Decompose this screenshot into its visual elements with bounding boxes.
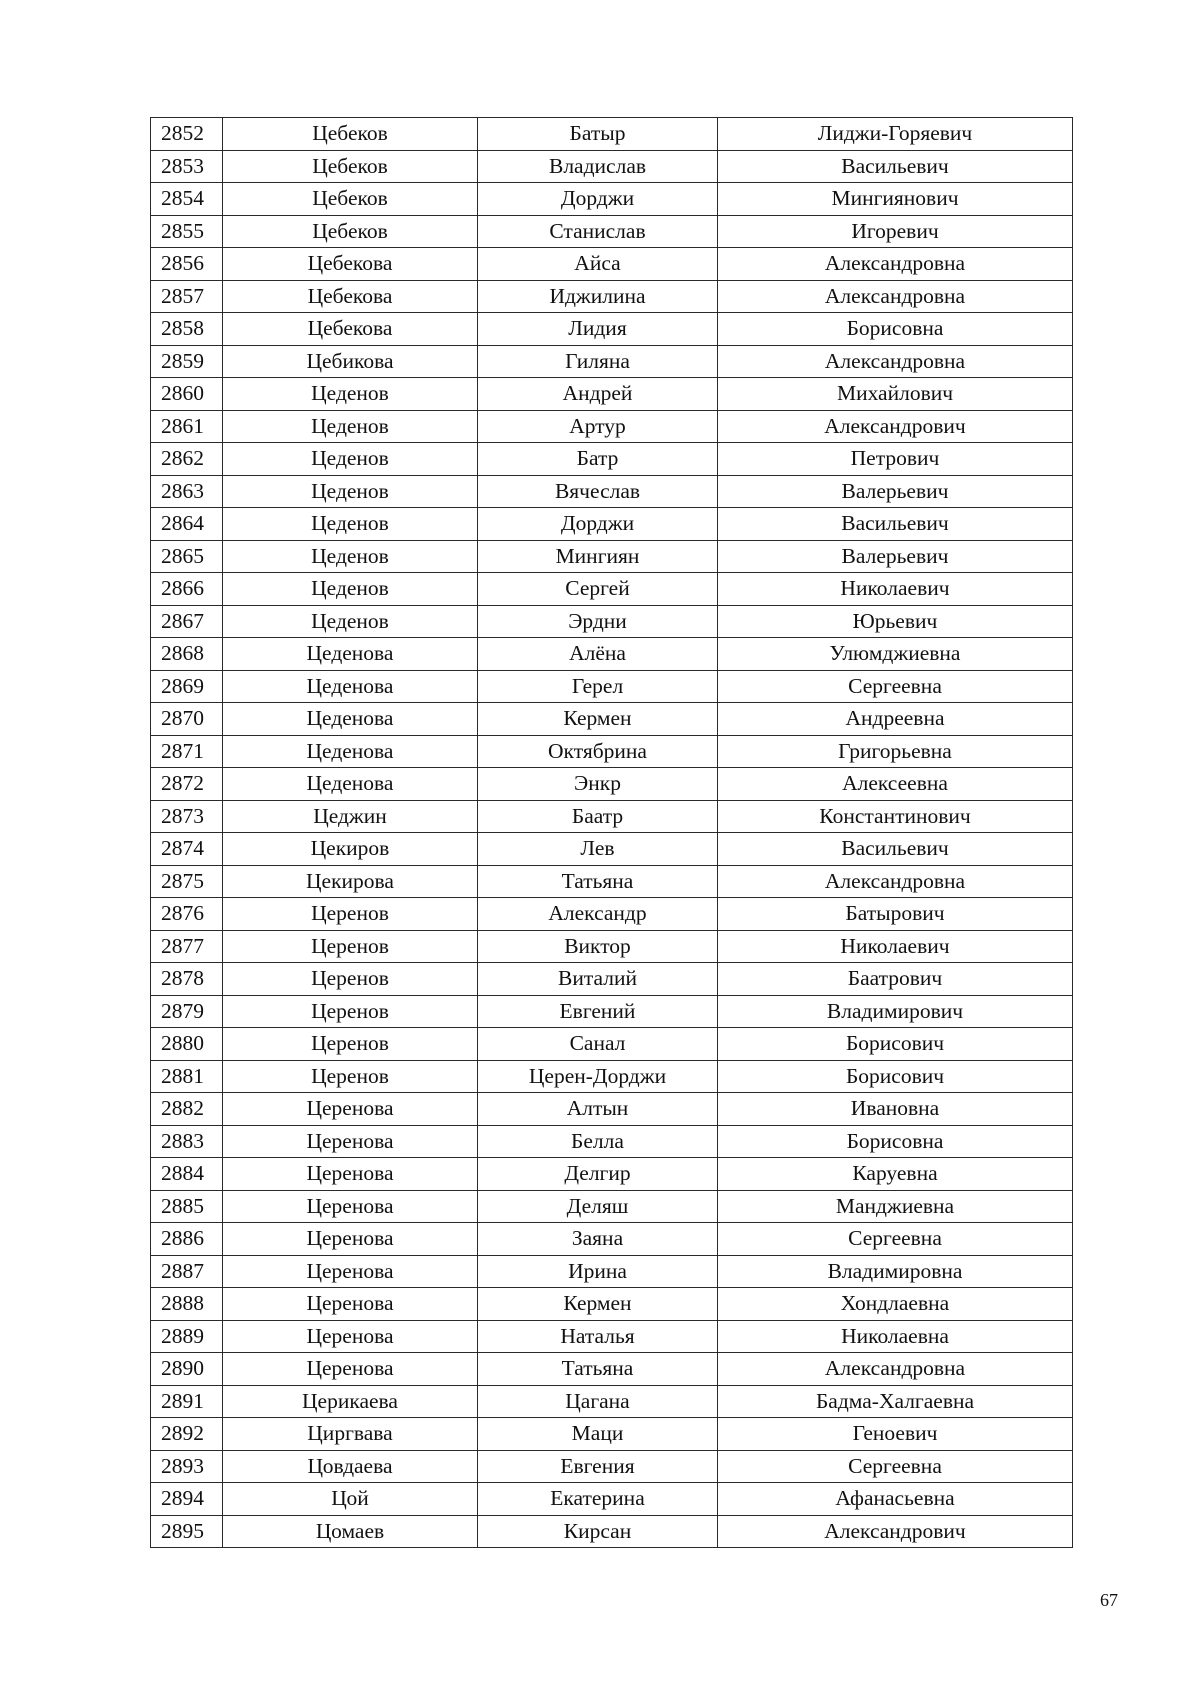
table-row — [151, 670, 1073, 703]
table-row — [151, 1223, 1073, 1256]
row-number-cell: 2859 — [151, 345, 223, 378]
patronymic-cell: Борисовна — [718, 313, 1073, 346]
patronymic-cell: Владимировна — [718, 1255, 1073, 1288]
first-name-cell: Батыр — [478, 118, 718, 151]
first-name-cell: Екатерина — [478, 1483, 718, 1516]
first-name-cell: Алтын — [478, 1093, 718, 1126]
row-number-cell: 2862 — [151, 443, 223, 476]
patronymic-cell: Юрьевич — [718, 605, 1073, 638]
table-row — [151, 280, 1073, 313]
last-name-cell: Цеденова — [223, 638, 478, 671]
table-row — [151, 345, 1073, 378]
patronymic-cell: Васильевич — [718, 150, 1073, 183]
table-row — [151, 833, 1073, 866]
table-row — [151, 248, 1073, 281]
last-name-cell: Цеденов — [223, 475, 478, 508]
patronymic-cell: Валерьевич — [718, 540, 1073, 573]
row-number-cell: 2856 — [151, 248, 223, 281]
patronymic-cell: Александровна — [718, 248, 1073, 281]
first-name-cell: Гиляна — [478, 345, 718, 378]
row-number-cell: 2881 — [151, 1060, 223, 1093]
first-name-cell: Андрей — [478, 378, 718, 411]
table-row — [151, 1158, 1073, 1191]
first-name-cell: Белла — [478, 1125, 718, 1158]
patronymic-cell: Александрович — [718, 410, 1073, 443]
patronymic-cell: Манджиевна — [718, 1190, 1073, 1223]
first-name-cell: Энкр — [478, 768, 718, 801]
last-name-cell: Церенова — [223, 1223, 478, 1256]
table-row — [151, 1093, 1073, 1126]
first-name-cell: Цагана — [478, 1385, 718, 1418]
row-number-cell: 2868 — [151, 638, 223, 671]
first-name-cell: Артур — [478, 410, 718, 443]
first-name-cell: Виктор — [478, 930, 718, 963]
patronymic-cell: Константинович — [718, 800, 1073, 833]
table-row — [151, 118, 1073, 151]
patronymic-cell: Александровна — [718, 1353, 1073, 1386]
table-row — [151, 638, 1073, 671]
last-name-cell: Цеденов — [223, 443, 478, 476]
last-name-cell: Цеденова — [223, 703, 478, 736]
table-row — [151, 963, 1073, 996]
row-number-cell: 2882 — [151, 1093, 223, 1126]
row-number-cell: 2893 — [151, 1450, 223, 1483]
row-number-cell: 2852 — [151, 118, 223, 151]
last-name-cell: Церенов — [223, 898, 478, 931]
row-number-cell: 2873 — [151, 800, 223, 833]
last-name-cell: Цекирова — [223, 865, 478, 898]
last-name-cell: Циргвава — [223, 1418, 478, 1451]
first-name-cell: Дорджи — [478, 183, 718, 216]
table-row — [151, 1288, 1073, 1321]
table-row — [151, 898, 1073, 931]
first-name-cell: Церен-Дорджи — [478, 1060, 718, 1093]
row-number-cell: 2863 — [151, 475, 223, 508]
row-number-cell: 2892 — [151, 1418, 223, 1451]
first-name-cell: Баатр — [478, 800, 718, 833]
first-name-cell: Делгир — [478, 1158, 718, 1191]
first-name-cell: Айса — [478, 248, 718, 281]
last-name-cell: Цебеков — [223, 150, 478, 183]
row-number-cell: 2888 — [151, 1288, 223, 1321]
patronymic-cell: Ивановна — [718, 1093, 1073, 1126]
table-row — [151, 1483, 1073, 1516]
row-number-cell: 2894 — [151, 1483, 223, 1516]
first-name-cell: Наталья — [478, 1320, 718, 1353]
table-row — [151, 1320, 1073, 1353]
last-name-cell: Церенова — [223, 1125, 478, 1158]
names-table — [150, 117, 1073, 1548]
row-number-cell: 2890 — [151, 1353, 223, 1386]
row-number-cell: 2880 — [151, 1028, 223, 1061]
last-name-cell: Цебикова — [223, 345, 478, 378]
table-row — [151, 865, 1073, 898]
last-name-cell: Церенова — [223, 1190, 478, 1223]
patronymic-cell: Николаевич — [718, 573, 1073, 606]
names-table-body — [151, 118, 1073, 1548]
patronymic-cell: Владимирович — [718, 995, 1073, 1028]
patronymic-cell: Петрович — [718, 443, 1073, 476]
row-number-cell: 2895 — [151, 1515, 223, 1548]
table-row — [151, 1028, 1073, 1061]
patronymic-cell: Валерьевич — [718, 475, 1073, 508]
row-number-cell: 2869 — [151, 670, 223, 703]
last-name-cell: Цеденов — [223, 605, 478, 638]
row-number-cell: 2872 — [151, 768, 223, 801]
page-number: 67 — [1100, 1590, 1118, 1610]
patronymic-cell: Геноевич — [718, 1418, 1073, 1451]
patronymic-cell: Бадма-Халгаевна — [718, 1385, 1073, 1418]
patronymic-cell: Борисович — [718, 1060, 1073, 1093]
row-number-cell: 2864 — [151, 508, 223, 541]
row-number-cell: 2886 — [151, 1223, 223, 1256]
first-name-cell: Эрдни — [478, 605, 718, 638]
patronymic-cell: Батырович — [718, 898, 1073, 931]
row-number-cell: 2878 — [151, 963, 223, 996]
table-row — [151, 410, 1073, 443]
table-row — [151, 475, 1073, 508]
first-name-cell: Герел — [478, 670, 718, 703]
table-row — [151, 1450, 1073, 1483]
patronymic-cell: Борисовна — [718, 1125, 1073, 1158]
row-number-cell: 2853 — [151, 150, 223, 183]
patronymic-cell: Афанасьевна — [718, 1483, 1073, 1516]
first-name-cell: Иджилина — [478, 280, 718, 313]
table-row — [151, 1418, 1073, 1451]
patronymic-cell: Андреевна — [718, 703, 1073, 736]
row-number-cell: 2870 — [151, 703, 223, 736]
patronymic-cell: Игоревич — [718, 215, 1073, 248]
row-number-cell: 2891 — [151, 1385, 223, 1418]
table-row — [151, 443, 1073, 476]
first-name-cell: Станислав — [478, 215, 718, 248]
patronymic-cell: Сергеевна — [718, 670, 1073, 703]
table-row — [151, 768, 1073, 801]
first-name-cell: Батр — [478, 443, 718, 476]
last-name-cell: Церенова — [223, 1255, 478, 1288]
table-row — [151, 703, 1073, 736]
first-name-cell: Ирина — [478, 1255, 718, 1288]
patronymic-cell: Васильевич — [718, 833, 1073, 866]
last-name-cell: Цеденова — [223, 768, 478, 801]
table-row — [151, 1125, 1073, 1158]
row-number-cell: 2871 — [151, 735, 223, 768]
table-row — [151, 508, 1073, 541]
first-name-cell: Татьяна — [478, 865, 718, 898]
row-number-cell: 2887 — [151, 1255, 223, 1288]
last-name-cell: Церенов — [223, 1060, 478, 1093]
first-name-cell: Деляш — [478, 1190, 718, 1223]
table-row — [151, 1385, 1073, 1418]
last-name-cell: Цебеков — [223, 118, 478, 151]
first-name-cell: Кермен — [478, 703, 718, 736]
first-name-cell: Заяна — [478, 1223, 718, 1256]
first-name-cell: Кирсан — [478, 1515, 718, 1548]
first-name-cell: Лидия — [478, 313, 718, 346]
first-name-cell: Санал — [478, 1028, 718, 1061]
last-name-cell: Церенова — [223, 1158, 478, 1191]
table-row — [151, 1060, 1073, 1093]
last-name-cell: Церикаева — [223, 1385, 478, 1418]
patronymic-cell: Борисович — [718, 1028, 1073, 1061]
table-row — [151, 1190, 1073, 1223]
first-name-cell: Алёна — [478, 638, 718, 671]
patronymic-cell: Николаевна — [718, 1320, 1073, 1353]
patronymic-cell: Александрович — [718, 1515, 1073, 1548]
row-number-cell: 2875 — [151, 865, 223, 898]
row-number-cell: 2876 — [151, 898, 223, 931]
first-name-cell: Татьяна — [478, 1353, 718, 1386]
table-row — [151, 540, 1073, 573]
patronymic-cell: Николаевич — [718, 930, 1073, 963]
patronymic-cell: Васильевич — [718, 508, 1073, 541]
row-number-cell: 2874 — [151, 833, 223, 866]
patronymic-cell: Баатрович — [718, 963, 1073, 996]
table-row — [151, 183, 1073, 216]
row-number-cell: 2860 — [151, 378, 223, 411]
last-name-cell: Церенова — [223, 1353, 478, 1386]
patronymic-cell: Лиджи-Горяевич — [718, 118, 1073, 151]
patronymic-cell: Хондлаевна — [718, 1288, 1073, 1321]
table-row — [151, 1255, 1073, 1288]
last-name-cell: Цеденов — [223, 508, 478, 541]
row-number-cell: 2867 — [151, 605, 223, 638]
last-name-cell: Цеденов — [223, 573, 478, 606]
last-name-cell: Церенова — [223, 1320, 478, 1353]
last-name-cell: Цебеков — [223, 215, 478, 248]
patronymic-cell: Александровна — [718, 345, 1073, 378]
first-name-cell: Мингиян — [478, 540, 718, 573]
last-name-cell: Церенов — [223, 995, 478, 1028]
patronymic-cell: Александровна — [718, 865, 1073, 898]
first-name-cell: Лев — [478, 833, 718, 866]
last-name-cell: Цебекова — [223, 248, 478, 281]
last-name-cell: Цомаев — [223, 1515, 478, 1548]
row-number-cell: 2883 — [151, 1125, 223, 1158]
table-row — [151, 735, 1073, 768]
last-name-cell: Церенов — [223, 930, 478, 963]
table-row — [151, 313, 1073, 346]
first-name-cell: Александр — [478, 898, 718, 931]
table-row — [151, 378, 1073, 411]
first-name-cell: Владислав — [478, 150, 718, 183]
patronymic-cell: Каруевна — [718, 1158, 1073, 1191]
last-name-cell: Цебекова — [223, 280, 478, 313]
row-number-cell: 2877 — [151, 930, 223, 963]
first-name-cell: Кермен — [478, 1288, 718, 1321]
last-name-cell: Церенова — [223, 1288, 478, 1321]
last-name-cell: Церенов — [223, 1028, 478, 1061]
table-row — [151, 800, 1073, 833]
table-row — [151, 150, 1073, 183]
row-number-cell: 2857 — [151, 280, 223, 313]
last-name-cell: Церенова — [223, 1093, 478, 1126]
patronymic-cell: Григорьевна — [718, 735, 1073, 768]
row-number-cell: 2889 — [151, 1320, 223, 1353]
patronymic-cell: Улюмджиевна — [718, 638, 1073, 671]
row-number-cell: 2866 — [151, 573, 223, 606]
last-name-cell: Цовдаева — [223, 1450, 478, 1483]
patronymic-cell: Сергеевна — [718, 1223, 1073, 1256]
table-row — [151, 573, 1073, 606]
last-name-cell: Церенов — [223, 963, 478, 996]
patronymic-cell: Михайлович — [718, 378, 1073, 411]
last-name-cell: Цеденов — [223, 378, 478, 411]
last-name-cell: Цой — [223, 1483, 478, 1516]
first-name-cell: Вячеслав — [478, 475, 718, 508]
table-row — [151, 605, 1073, 638]
last-name-cell: Цебекова — [223, 313, 478, 346]
first-name-cell: Октябрина — [478, 735, 718, 768]
first-name-cell: Сергей — [478, 573, 718, 606]
patronymic-cell: Алексеевна — [718, 768, 1073, 801]
table-row — [151, 1515, 1073, 1548]
first-name-cell: Евгения — [478, 1450, 718, 1483]
row-number-cell: 2861 — [151, 410, 223, 443]
last-name-cell: Цеденова — [223, 670, 478, 703]
row-number-cell: 2854 — [151, 183, 223, 216]
table-row — [151, 1353, 1073, 1386]
row-number-cell: 2885 — [151, 1190, 223, 1223]
patronymic-cell: Мингиянович — [718, 183, 1073, 216]
table-row — [151, 995, 1073, 1028]
table-row — [151, 930, 1073, 963]
row-number-cell: 2865 — [151, 540, 223, 573]
last-name-cell: Цеджин — [223, 800, 478, 833]
first-name-cell: Виталий — [478, 963, 718, 996]
last-name-cell: Цеденова — [223, 735, 478, 768]
last-name-cell: Цекиров — [223, 833, 478, 866]
row-number-cell: 2879 — [151, 995, 223, 1028]
patronymic-cell: Сергеевна — [718, 1450, 1073, 1483]
last-name-cell: Цеденов — [223, 540, 478, 573]
last-name-cell: Цеденов — [223, 410, 478, 443]
table-row — [151, 215, 1073, 248]
first-name-cell: Маци — [478, 1418, 718, 1451]
first-name-cell: Евгений — [478, 995, 718, 1028]
last-name-cell: Цебеков — [223, 183, 478, 216]
row-number-cell: 2855 — [151, 215, 223, 248]
row-number-cell: 2884 — [151, 1158, 223, 1191]
first-name-cell: Дорджи — [478, 508, 718, 541]
row-number-cell: 2858 — [151, 313, 223, 346]
patronymic-cell: Александровна — [718, 280, 1073, 313]
